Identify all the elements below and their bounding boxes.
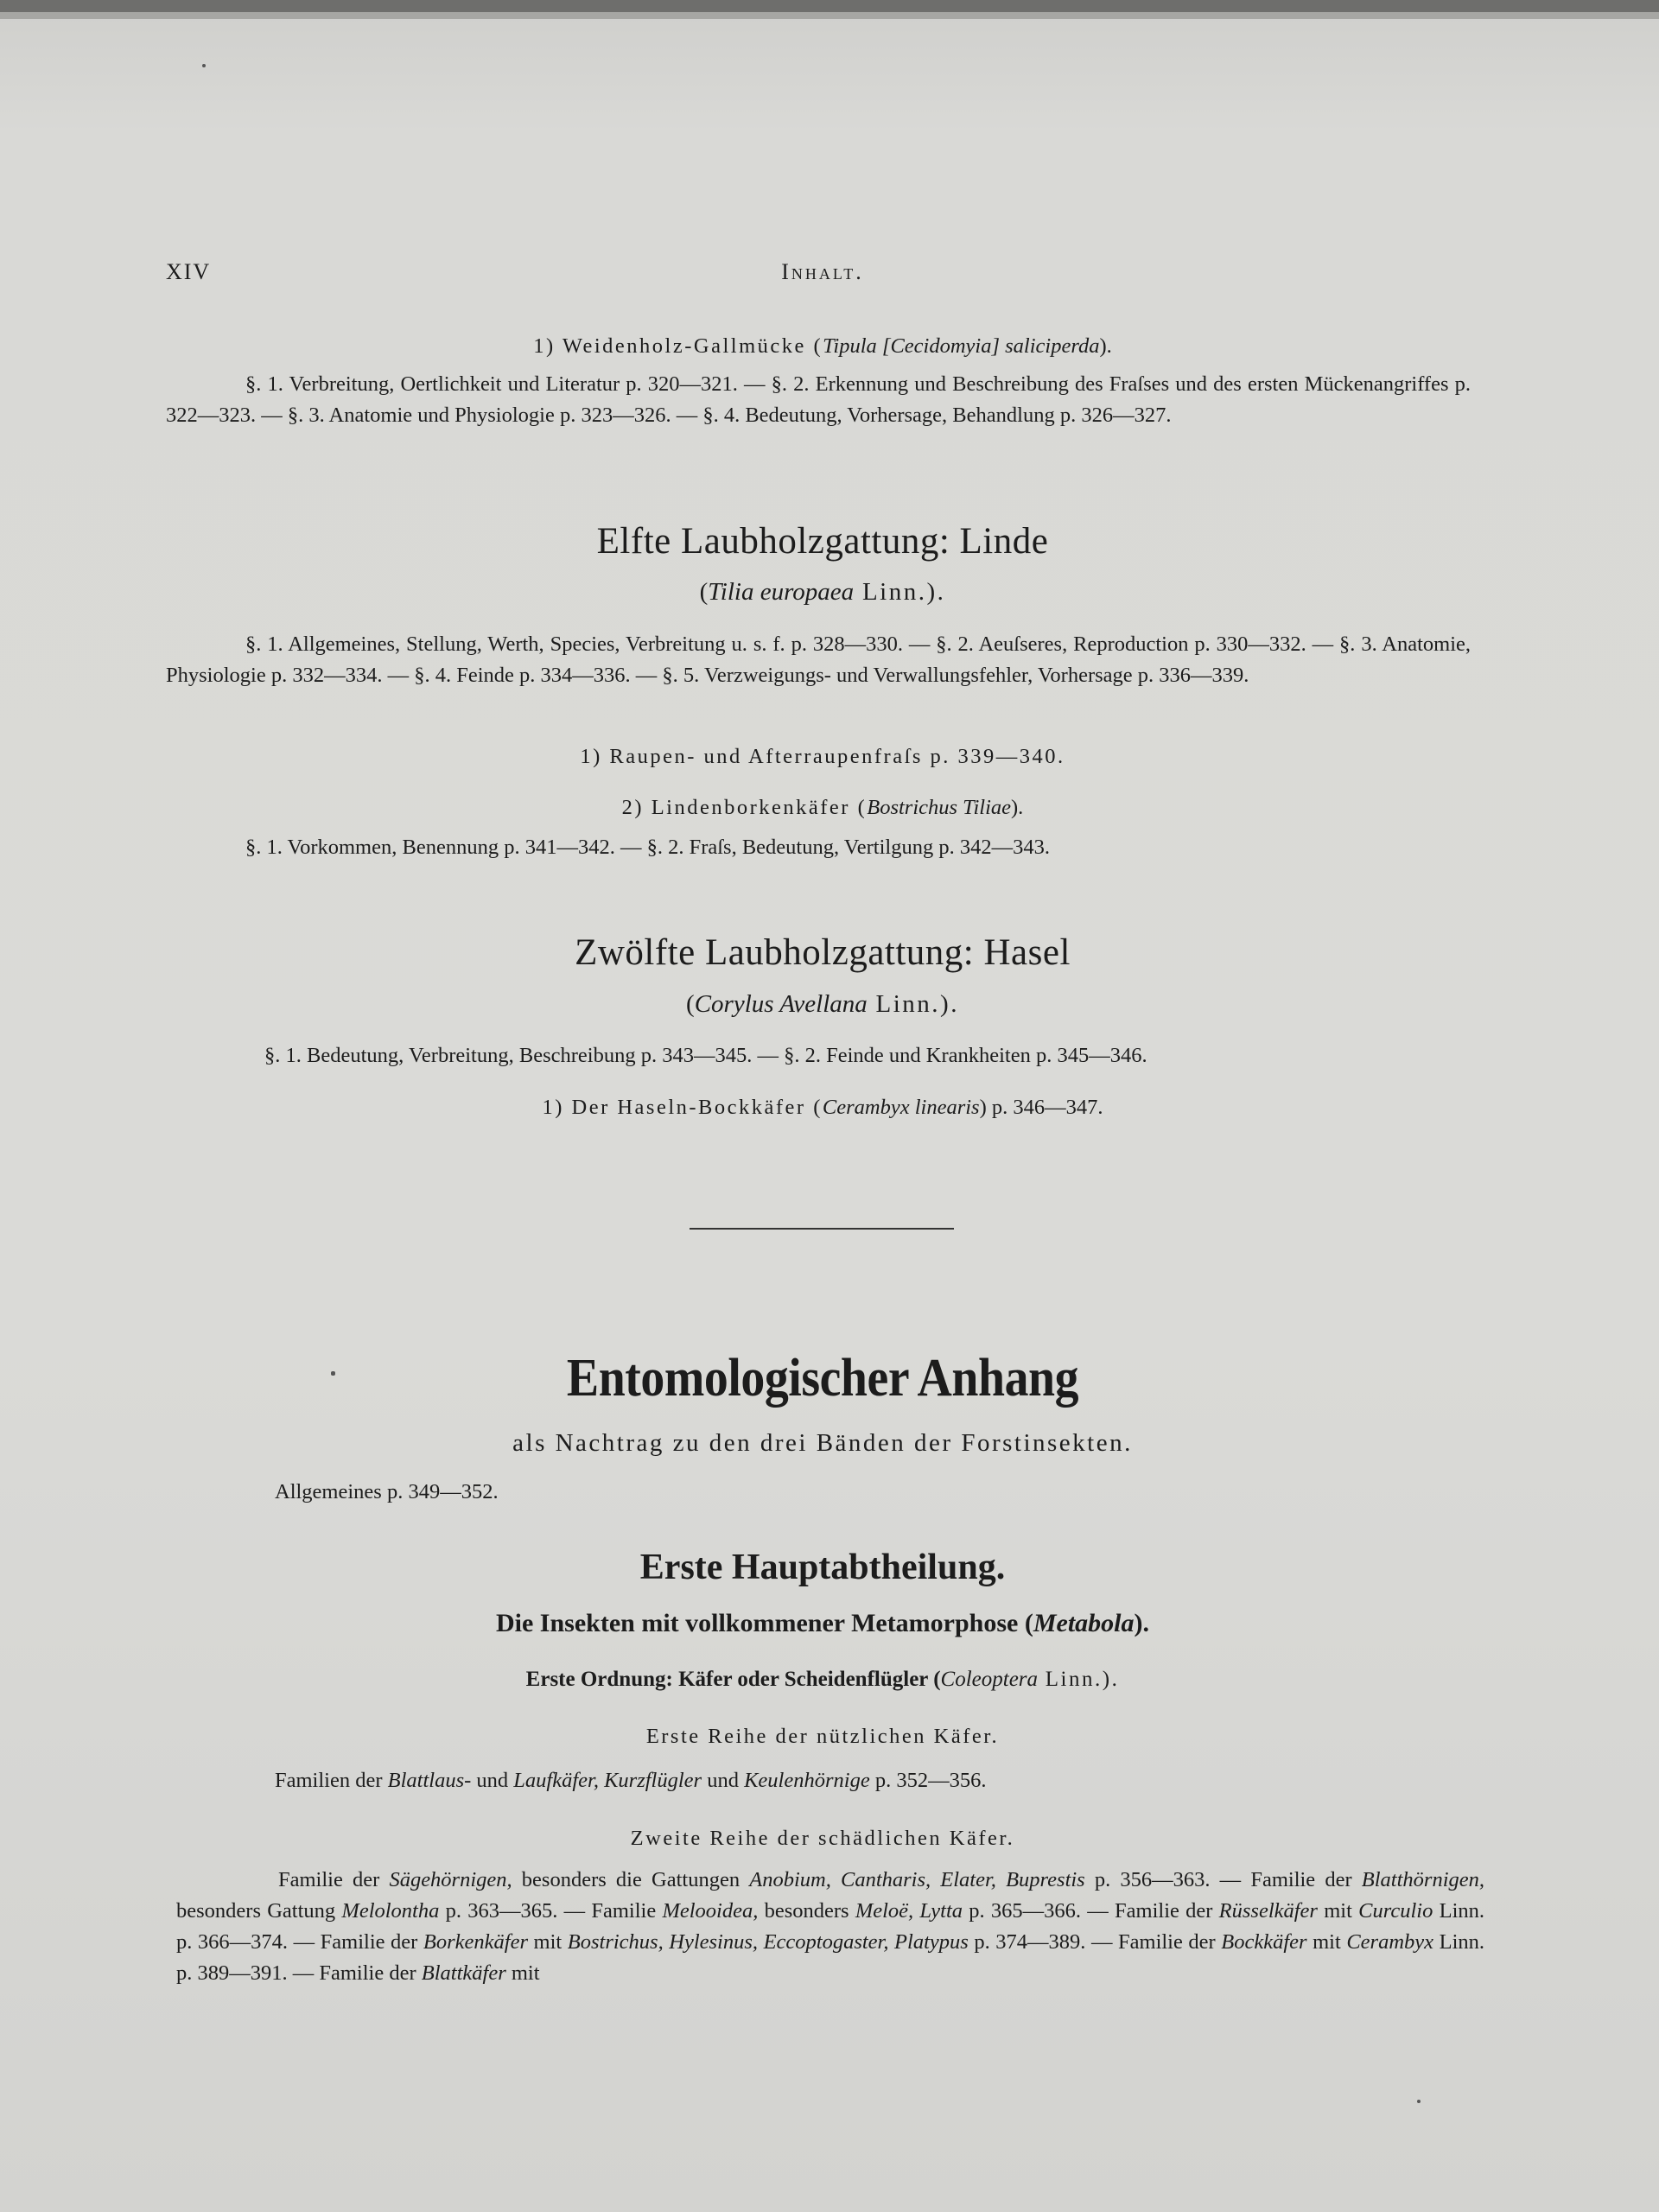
section-divider [690, 1228, 954, 1230]
appendix-subtitle: als Nachtrag zu den drei Bänden der Forstinsekten. [512, 1429, 1133, 1457]
subsection-title: 1) Raupen- und Afterraupenfraſs p. 339—340. [580, 745, 1065, 768]
paragraph: Familien der Blattlaus- und Laufkäfer, Kurzflügler und Keulenhörnige p. 352—356. [275, 1769, 987, 1792]
latin-name: (Tilia europaea Linn.). [699, 578, 946, 606]
latin-name: (Corylus Avellana Linn.). [686, 990, 959, 1018]
page-top-edge [0, 0, 1659, 12]
division-heading: Erste Hauptabtheilung. [639, 1548, 1006, 1587]
page-top-shadow [0, 12, 1659, 19]
section-heading: Zwölfte Laubholzgattung: Hasel [575, 932, 1071, 973]
paragraph: Familie der Sägehörnigen, besonders die Gattungen Anobium, Cantharis, Elater, Buprestis p. 356—363. — Familie der Blatthörnigen, besonders Gattung Melolontha p. 363—365. — Familie Melooidea, besonders Meloë, Lytta p. 365—366. — Familie der Rüsselkäfer mit Curculio Linn. p. 366—374. — Familie der Borkenkäfer mit Bostrichus, Hylesinus, Eccoptogaster, Platypus p. 374—389. — Familie der Bockkäfer mit Cerambyx Linn. p. 389—391. — Familie der Blattkäfer mit [176, 1868, 1485, 1985]
row-heading: Erste Reihe der nützlichen Käfer. [645, 1725, 1000, 1748]
appendix-title: Entomologischer Anhang [566, 1349, 1079, 1408]
running-head [166, 259, 1479, 294]
paragraph: §. 1. Bedeutung, Verbreitung, Beschreibung p. 343—345. — §. 2. Feinde und Krankheiten p. 345—346. [264, 1044, 1147, 1067]
page-number: XIV [166, 259, 212, 284]
general-entry: Allgemeines p. 349—352. [275, 1480, 499, 1503]
paper-speck [1417, 2100, 1421, 2103]
section-heading: Elfte Laubholzgattung: Linde [596, 521, 1049, 562]
subsection-title: 1) Der Haseln-Bockkäfer (Cerambyx linearis) p. 346—347. [542, 1096, 1103, 1119]
class-heading: Die Insekten mit vollkommener Metamorphose (Metabola). [495, 1609, 1150, 1637]
paragraph: §. 1. Vorkommen, Benennung p. 341—342. — §. 2. Fraſs, Bedeutung, Vertilgung p. 342—343. [245, 836, 1050, 859]
running-title: Inhalt. [781, 259, 864, 284]
order-heading: Erste Ordnung: Käfer oder Scheidenflügler (Coleoptera Linn.). [525, 1668, 1120, 1691]
subsection-title: 1) Weidenholz-Gallmücke (Tipula [Cecidomyia] saliciperda). [533, 334, 1112, 358]
paragraph: §. 1. Allgemeines, Stellung, Werth, Species, Verbreitung u. s. f. p. 328—330. — §. 2. Aeuſseres, Reproduction p. 330—332. — §. 3. Anatomie, Physiologie p. 332—334. — §. 4. Feinde p. 334—336. — §. 5. Verzweigungs- und Verwallungsfehler, Vorhersage p. 336—339. [166, 632, 1471, 687]
paper-speck [202, 64, 206, 67]
row-heading: Zweite Reihe der schädlichen Käfer. [630, 1827, 1015, 1850]
paragraph: §. 1. Verbreitung, Oertlichkeit und Literatur p. 320—321. — §. 2. Erkennung und Beschreibung des Fraſses und des ersten Mückenangriffes p. 322—323. — §. 3. Anatomie und Physiologie p. 323—326. — §. 4. Bedeutung, Vorhersage, Behandlung p. 326—327. [166, 372, 1471, 427]
subsection-title: 2) Lindenborkenkäfer (Bostrichus Tiliae). [621, 796, 1024, 819]
